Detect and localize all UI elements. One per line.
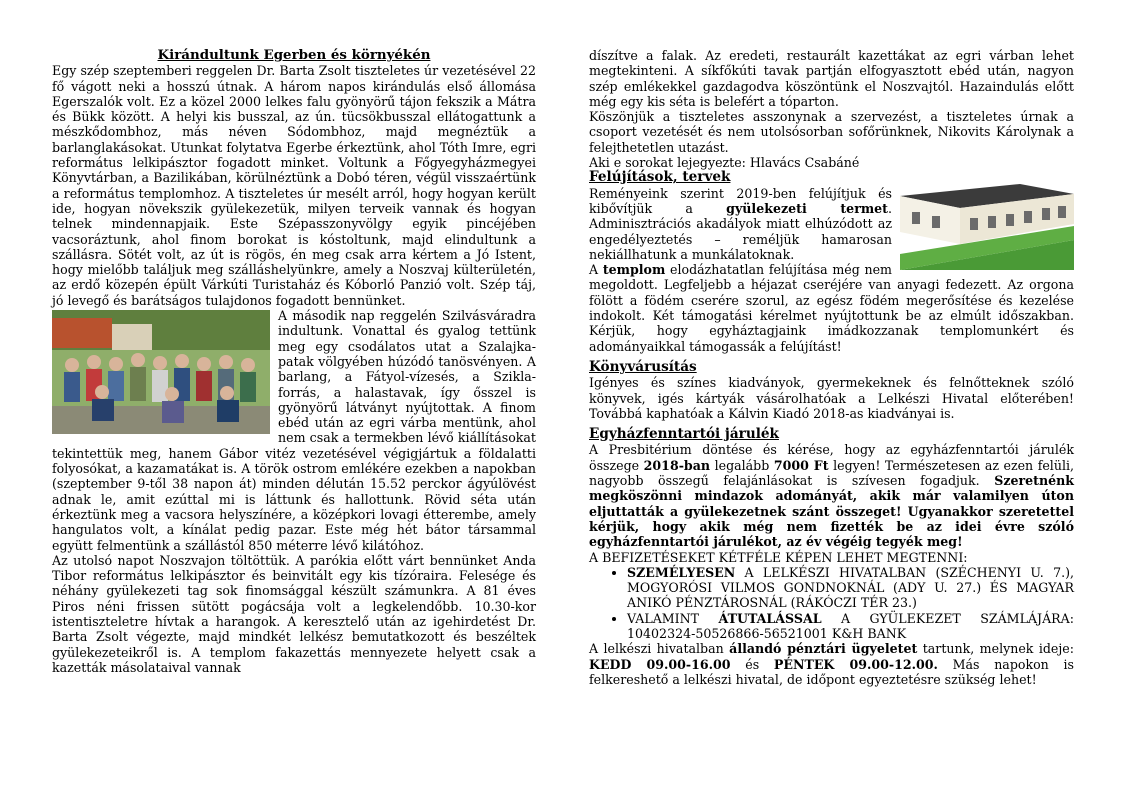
article-paragraph-2: A második nap reggelén Szilvásváradra indultunk. Vonattal és gyalog tettünk meg egy csodálatos utat a Szalajka-patak völgyében húzódó tanösvényen. A barlang, a Fátyol-vízesés, a Szikla-forrás, a halastavak, így ősszel is gyönyörű látványt nyújtottak. A finom ebéd után az egri várba mentünk, ahol nem csak a termekben lévő kiállításokat tekintettük meg, hanem Gábor vitéz vezetésével végigjártuk a földalatti folyosókat, a kazamatákat is. A török ostrom emlékére ezekben a napokban (szeptember 9-től 38 napon át) minden délután 15.52 perckor ágyúlövést adnak le, amit ezúttal mi is láttunk és hallottunk. Rövid séta után érkeztünk meg a vacsora helyszínére, a középkori lovagi étterembe, amely hangulatos volt, a kínálat pedig pazar. Este még hét bátor társammal együtt felmentünk a szállástól 850 méterre lévő kilátóhoz. bbox=[52, 308, 536, 553]
article-paragraph-1: Egy szép szeptemberi reggelen Dr. Barta Zsolt tiszteletes úr vezetésével 22 fő vágott neki a hosszú útnak. A három napos kirándulás első állomása Egerszalók volt. Ez a közel 2000 lelkes falu gyönyörű tájon fekszik a Mátra és Bükk között. A helyi kis busszal, az ún. tücsökbusszal ellátogattunk a mészkődombhoz, más néven Sódombhoz, majd megnéztük a barlanglakásokat. Utunkat folytatva Egerbe érkeztünk, ahol Tóth Imre, egri református lelkipásztor fogadott minket. Voltunk a Főgyegyházmegyei Könyvtárban, a Bazilikában, körülnéztünk a Dobó téren, végül visszaértünk a református templomhoz. A tiszteletes úr mesélt arról, hogy hogyan került ide, hogyan növekszik gyülekezetük, milyen terveik vannak és hogyan telnek mindennapjaik. Este Szépasszonyvölgy egyik pincéjében vacsoráztunk, ahol finom borokat is kóstoltunk, majd elindultunk a szállásra. Sötét volt, az út is rögös, én meg csak arra kértem a Jó Istent, hogy mielőbb találjuk meg szálláshelyünkre, amely a Noszvaj külterületén, az erdő közepén épült Várkúti Turistaház és Kóborló Panzió volt. Szép táj, jó levegő és barátságos tulajdonos fogadott bennünket. bbox=[52, 63, 536, 308]
thanks-paragraph: Köszönjük a tiszteletes asszonynak a szervezést, a tiszteletes úrnak a csoport vezetését és nem utolsósorban sofőrünknek, Nikovits Károlynak a felejthetetlen utazást. bbox=[589, 109, 1074, 155]
right-column bbox=[589, 48, 1074, 687]
group-photo bbox=[52, 310, 270, 434]
section-heading-renovations: Felújítások, tervek bbox=[589, 169, 731, 186]
office-text-d: Más napokon is felkereshető a lelkészi hivatal, de időpont egyeztetésre szükség lehet! bbox=[589, 656, 1074, 687]
renovation-hall: gyülekezeti termet bbox=[726, 200, 888, 216]
left-column bbox=[52, 48, 536, 675]
renovation-text-a: Reményeink szerint 2019-ben felújítjuk és kibővítjük a bbox=[589, 185, 892, 216]
author-signature: Aki e sorokat lejegyezte: Hlavács Csabáné bbox=[589, 155, 860, 171]
payment-personal-bold: SZEMÉLYESEN bbox=[627, 564, 736, 580]
article-title: Kirándultunk Egerben és környékén bbox=[157, 47, 431, 63]
office-text-a: A lelkészi hivatalban bbox=[589, 641, 730, 657]
office-duty: állandó pénztári ügyeletet bbox=[729, 641, 918, 657]
fee-text-c: legyen! Természetesen az ezen felüli, nagyobb összegű felajánlásokat is szívesen fogadjuk. bbox=[589, 457, 1075, 489]
fee-amount: 7000 Ft bbox=[773, 457, 829, 473]
fee-text-a: A Presbitérium döntése és kérése, hogy az egyházfenntartói járulék összege bbox=[589, 442, 1074, 473]
payment-personal-text: A LELKÉSZI HIVATALBAN (SZÉCHENYI U. 7.), MOGYORÓSI VILMOS GONDNOKNÁL (ADY U. 27.) ÉS MAGYAR ANIKÓ PÉNZTÁROSNÁL (RÁKÓCZI TÉR 23.) bbox=[627, 564, 1074, 611]
office-friday: PÉNTEK 09.00-12.00. bbox=[773, 656, 938, 672]
section-heading-books: Könyvárusítás bbox=[589, 358, 697, 375]
building-render-image bbox=[900, 174, 1074, 270]
office-hours-paragraph bbox=[589, 641, 1074, 687]
fee-paragraph bbox=[589, 442, 1074, 549]
article-paragraph-3: Az utolsó napot Noszvajon töltöttük. A parókia előtt várt bennünket Anda Tibor református lelkipásztor és beinvitált egy kis tízóraira. Felesége és néhány gyülekezeti tag sok finomsággal készült számunkra. A 81 éves Piros néni frissen sütött pogácsája volt a legkelendőbb. 10.30-kor istentiszteletre hívtak a harangok. A keresztelő után az igehirdetést Dr. Barta Zsolt végezte, majd mindkét lelkész bemutatkozott és beszéltek gyülekezeteikről is. A templom fakazettás mennyezete helyett csak a kazetták másolataival vannak bbox=[52, 552, 536, 675]
payment-methods-list bbox=[589, 565, 1074, 641]
building-render bbox=[900, 174, 1074, 270]
payment-method-transfer bbox=[627, 611, 1074, 642]
section-heading-fee: Egyházfenntartói járulék bbox=[589, 426, 779, 443]
temple-text-c: elodázhatatlan felújítása még nem megoldott. Legfeljebb a héjazat cseréjére van anyagi fedezett. Az orgona fölött a födém cserére szorul, az egész födém megerősítése és kezelése indokolt. Két támogatási kérelmet nyújtottunk be az elmúlt időszakban. Kérjük, hogy egyháztagjaink imádkozzanak templomunkért és adományaikkal támogassák a felújítást! bbox=[589, 262, 1074, 354]
office-tuesday: KEDD 09.00-16.00 bbox=[589, 656, 731, 672]
payment-transfer-a: VALAMINT bbox=[627, 610, 719, 626]
temple-paragraph bbox=[589, 262, 1074, 354]
temple-word: templom bbox=[602, 262, 666, 278]
office-and: és bbox=[730, 656, 774, 672]
office-text-c: tartunk, melynek ideje: bbox=[917, 641, 1074, 657]
payment-transfer-b: A GYÜLEKEZET SZÁMLÁJÁRA: 10402324-50526866-56521001 K&H BANK bbox=[627, 610, 1074, 641]
fee-thanks-bold: Szeretnénk megköszönni mindazok adományát, akik már valamilyen úton eljuttatták a gyülekezetnek szánt összeget! Ugyanakkor szeretettel kérjük, hogy akik még nem fizették be az idei évre szóló egyházfenntartói járulékot, az év végéig tegyék meg! bbox=[589, 473, 1074, 550]
article-continuation: díszítve a falak. Az eredeti, restaurált kazettákat az egri várban lehet megtekinteni. A síkfőkúti tavak partján elfogyasztott ebéd után, nagyon szép emlékekkel gazdagodva köszöntünk el Noszvajtól. Hazaindulás előtt még egy kis séta is belefért a tóparton. bbox=[589, 48, 1074, 109]
payment-transfer-bold: ÁTUTALÁSSAL bbox=[718, 610, 822, 626]
fee-year: 2018-ban bbox=[643, 457, 711, 473]
temple-text-a: A bbox=[589, 262, 603, 278]
group-photo-image bbox=[52, 310, 270, 434]
renovation-text-c: . Adminisztrációs akadályok miatt elhúzódott az engedélyeztetés – reméljük hamarosan nekiállhatunk a munkálatoknak. bbox=[589, 200, 892, 262]
fee-text-b: legalább bbox=[710, 457, 774, 473]
payment-method-personal bbox=[627, 565, 1074, 611]
payment-intro: A BEFIZETÉSEKET KÉTFÉLE KÉPEN LEHET MEGTENNI: bbox=[589, 549, 968, 565]
books-paragraph: Igényes és színes kiadványok, gyermekeknek és felnőtteknek szóló könyvek, igés kártyák vásárolhatóak a Lelkészi Hivatal előterében! Továbbá kaphatóak a Kálvin Kiadó 2018-as kiadványai is. bbox=[589, 375, 1074, 421]
